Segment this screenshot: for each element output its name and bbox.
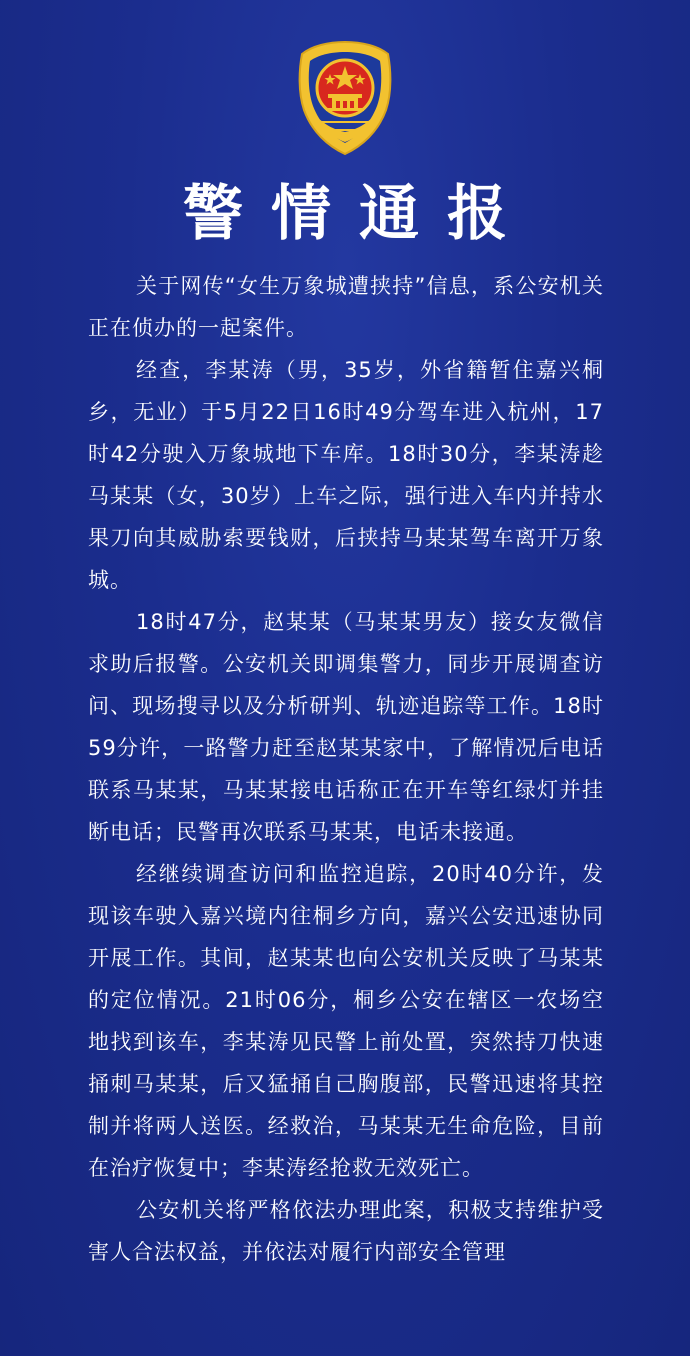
paragraph: 关于网传“女生万象城遭挟持”信息，系公安机关正在侦办的一起案件。 (88, 274, 604, 340)
page-title: 警情通报 (183, 179, 535, 249)
police-emblem-icon (290, 40, 400, 156)
notice-body (88, 265, 604, 1273)
paragraph: 经继续调查访问和监控追踪，20时40分许，发现该车驶入嘉兴境内往桐乡方向，嘉兴公安迅速协同开展工作。其间，赵某某也向公安机关反映了马某某的定位情况。21时06分，桐乡公安在辖区一农场空地找到该车，李某涛见民警上前处置，突然持刀快速捅刺马某某，后又猛捅自己胸腹部，民警迅速将其控制并将两人送医。经救治，马某某无生命危险，目前在治疗恢复中；李某涛经抢救无效死亡。 (88, 862, 604, 1180)
paragraph: 18时47分，赵某某（马某某男友）接女友微信求助后报警。公安机关即调集警力，同步开展调查访问、现场搜寻以及分析研判、轨迹追踪等工作。18时59分许，一路警力赶至赵某某家中，了解情况后电话联系马某某，马某某接电话称正在开车等红绿灯并挂断电话；民警再次联系马某某，电话未接通。 (88, 610, 604, 844)
paragraph: 公安机关将严格依法办理此案，积极支持维护受害人合法权益，并依法对履行内部安全管理 (88, 1198, 604, 1264)
paragraph: 经查，李某涛（男，35岁，外省籍暂住嘉兴桐乡，无业）于5月22日16时49分驾车进入杭州，17时42分驶入万象城地下车库。18时30分，李某涛趁马某某（女，30岁）上车之际，强行进入车内并持水果刀向其威胁索要钱财，后挟持马某某驾车离开万象城。 (88, 358, 604, 592)
